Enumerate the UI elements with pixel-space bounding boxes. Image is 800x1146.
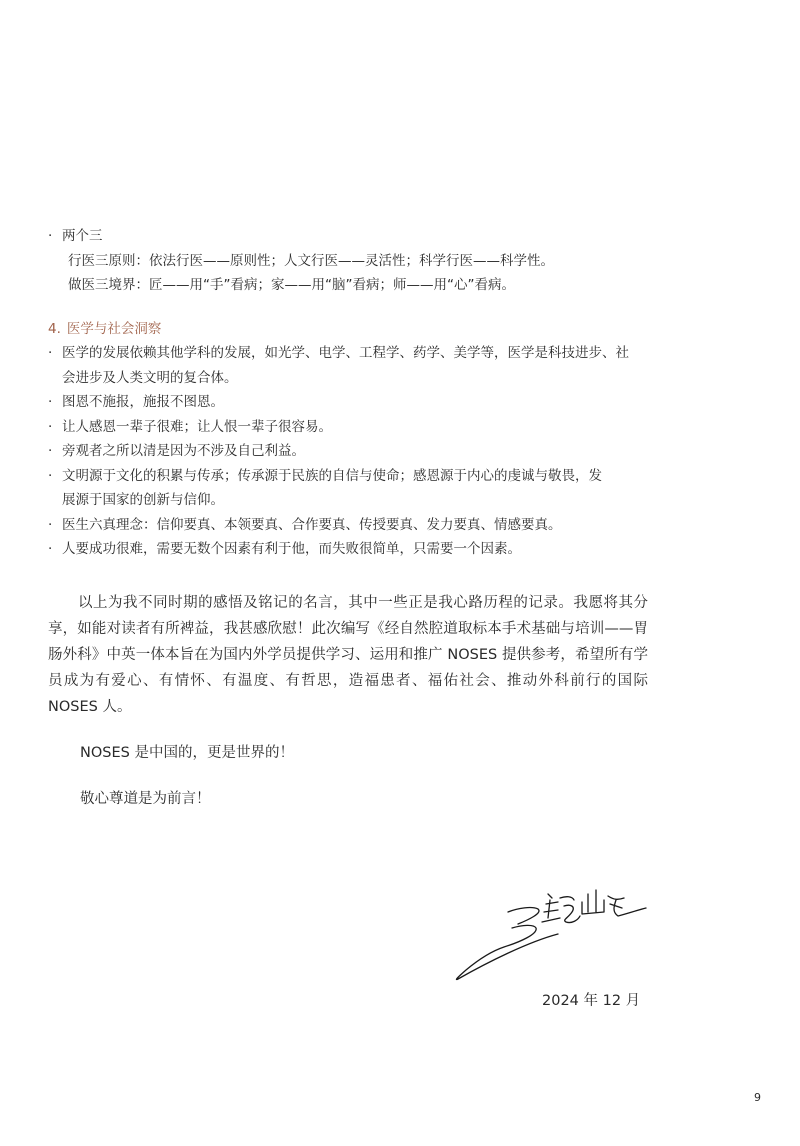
bullet-marker: · (48, 345, 53, 361)
preface-content (48, 224, 648, 812)
bullet-marker: · (48, 418, 53, 435)
bullet-marker: · (48, 541, 53, 557)
bullet-marker: · (48, 516, 53, 533)
list-item-text: 文明源于文化的积累与传承；传承源于民族的自信与使命；感恩源于内心的虔诚与敬畏，发 展源于国家的创新与信仰。 (62, 467, 602, 508)
page-number: 9 (754, 1091, 761, 1104)
bullet-marker: · (48, 394, 53, 410)
list-item (48, 464, 648, 513)
list-item-text: 人要成功很难，需要无数个因素有利于他，而失败很简单，只需要一个因素。 (62, 541, 521, 557)
list-item (48, 390, 648, 415)
section-title: 医学与社会洞察 (66, 320, 162, 337)
bullet-marker: · (48, 228, 53, 244)
list-item-text: 旁观者之所以清是因为不涉及自己利益。 (62, 443, 305, 459)
bullet-heading: 两个三 (62, 228, 103, 244)
signature-date: 2024 年 12 月 (542, 993, 641, 1009)
list-item (48, 415, 648, 440)
list-item-text: 医学的发展依赖其他学科的发展，如光学、电学、工程学、药学、美学等，医学是科技进步、社 会进步及人类文明的复合体。 (62, 345, 629, 386)
list-item (48, 513, 648, 538)
handwritten-signature (448, 882, 648, 987)
section-heading (48, 317, 648, 342)
closing-line-preface: 敬心尊道是为前言！ (80, 790, 211, 807)
list-item (48, 341, 648, 390)
closing-paragraph: 以上为我不同时期的感悟及铭记的名言，其中一些正是我心路历程的记录。我愿将其分享，如能对读者有所裨益，我甚感欣慰！此次编写《经自然腔道取标本手术基础与培训——胃肠外科》中英一体本旨在为国内外学员提供学习、运用和推广 NOSES 提供参考，希望所有学员成为有爱心、有情怀、有温度、有哲思，造福患者、福佑社会、推动外科前行的国际 NOSES 人。 (48, 594, 648, 715)
bullet-marker: · (48, 467, 53, 484)
realm-line: 做医三境界：匠——用“手”看病；家——用“脑”看病；师——用“心”看病。 (68, 277, 515, 293)
bullet-marker: · (48, 443, 53, 459)
principle-line: 行医三原则：依法行医——原则性；人文行医——灵活性；科学行医——科学性。 (68, 252, 554, 269)
list-item (48, 537, 648, 562)
closing-line-noses: NOSES 是中国的，更是世界的！ (80, 744, 294, 761)
list-item-text: 让人感恩一辈子很难；让人恨一辈子很容易。 (62, 418, 332, 435)
section-number: 4. (48, 320, 61, 337)
list-item-text: 图恩不施报，施报不图恩。 (62, 394, 224, 410)
list-item (48, 439, 648, 464)
list-item-text: 医生六真理念：信仰要真、本领要真、合作要真、传授要真、发力要真、情感要真。 (62, 516, 562, 533)
bullet-item-two-threes (48, 224, 648, 249)
